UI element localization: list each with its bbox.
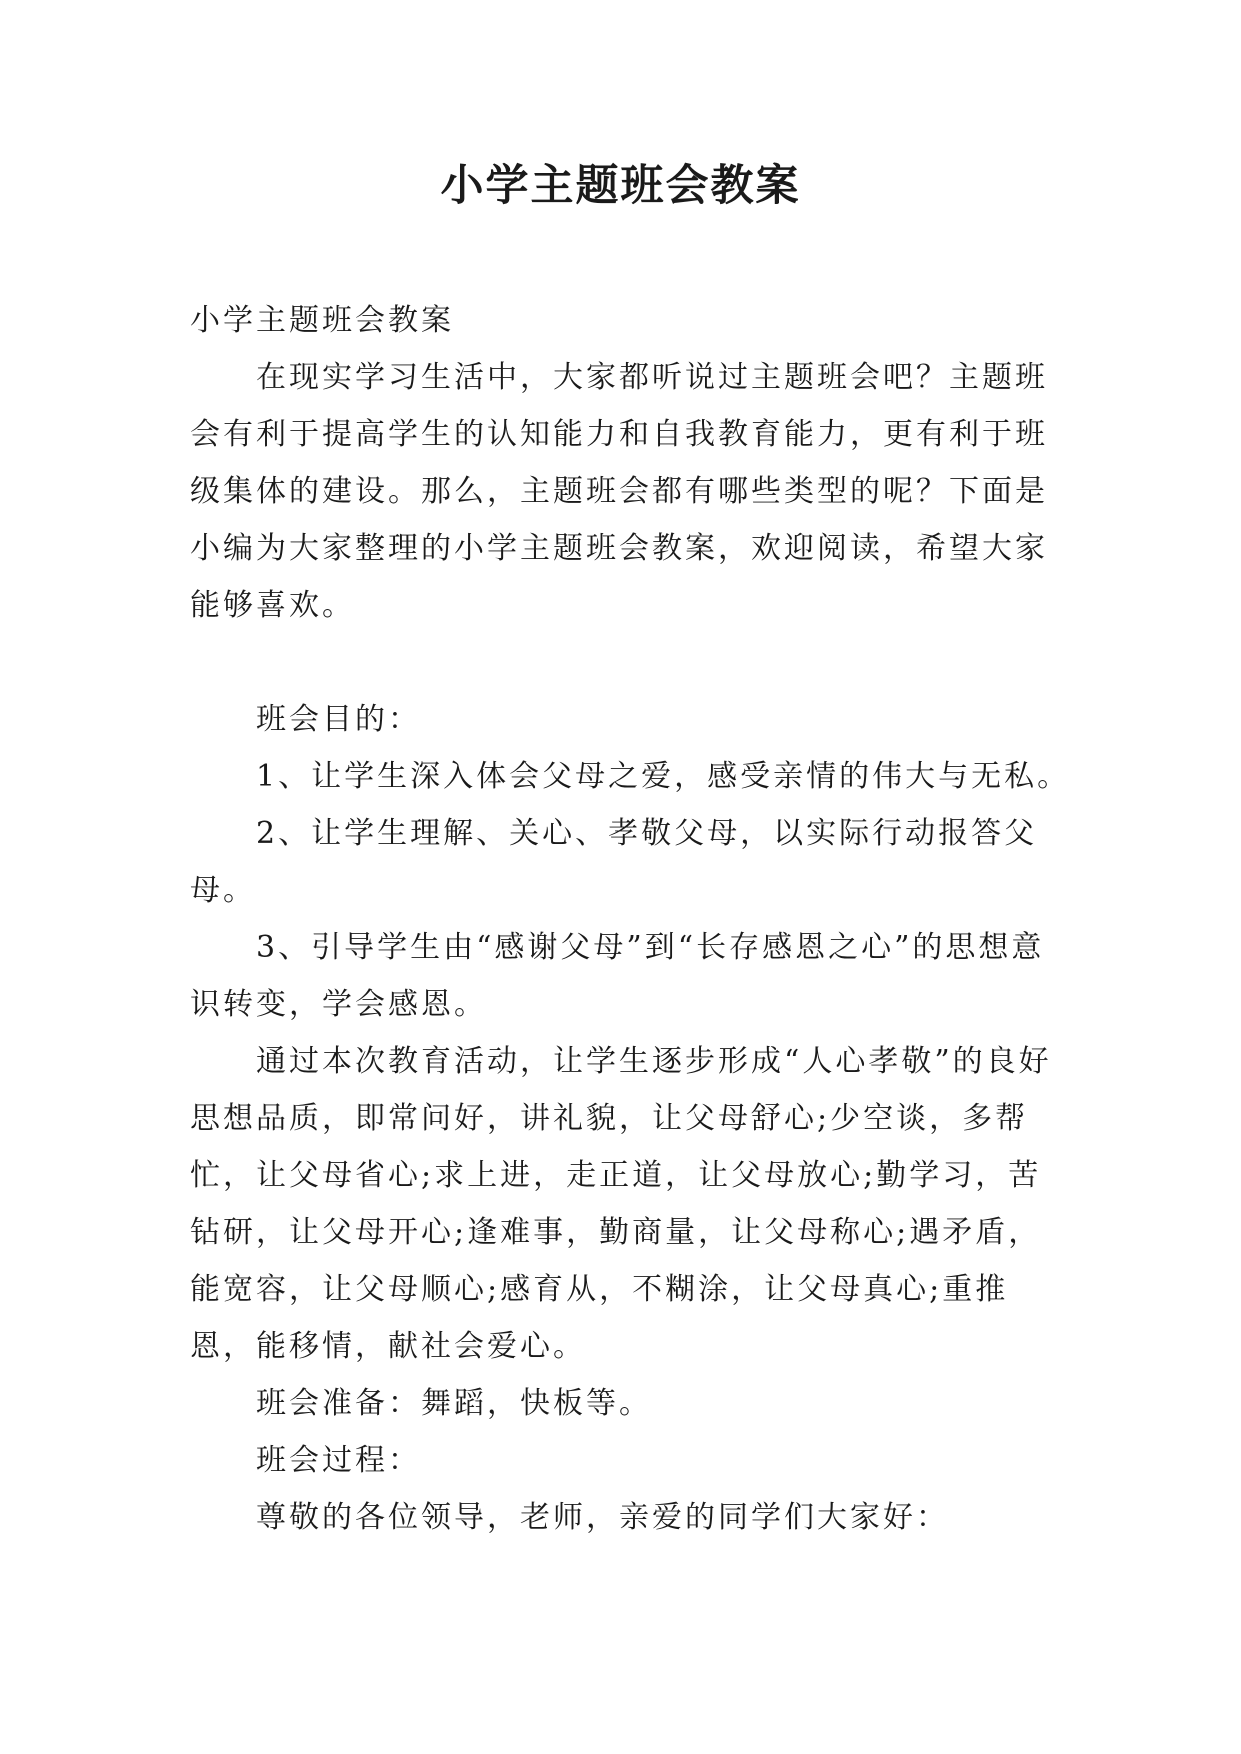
document-title: 小学主题班会教案	[440, 161, 801, 211]
goal-item-3: 3、引导学生由“感谢父母”到“长存感恩之心”的思想意识转变，学会感恩。	[190, 930, 1045, 1022]
paragraph-spacer	[190, 634, 1060, 691]
greeting-line: 尊敬的各位领导，老师，亲爱的同学们大家好：	[256, 1500, 949, 1535]
document-body	[190, 292, 1071, 1546]
goal-item-1: 1、让学生深入体会父母之爱，感受亲情的伟大与无私。	[256, 759, 1071, 794]
activity-paragraph: 通过本次教育活动，让学生逐步形成“人心孝敬”的良好思想品质，即常问好，讲礼貌，让父母舒心;少空谈，多帮忙，让父母省心;求上进，走正道，让父母放心;勤学习，苦钻研，让父母开心;逢难事，勤商量，让父母称心;遇矛盾，能宽容，让父母顺心;感育从，不糊涂，让父母真心;重推恩，能移情，献社会爱心。	[190, 1044, 1052, 1364]
document-subtitle: 小学主题班会教案	[190, 303, 454, 338]
goal-item-2: 2、让学生理解、关心、孝敬父母，以实际行动报答父母。	[190, 816, 1038, 908]
preparation-line: 班会准备：舞蹈，快板等。	[256, 1386, 652, 1421]
intro-paragraph: 在现实学习生活中，大家都听说过主题班会吧？主题班会有利于提高学生的认知能力和自我教育能力，更有利于班级集体的建设。那么，主题班会都有哪些类型的呢？下面是小编为大家整理的小学主题班会教案，欢迎阅读，希望大家能够喜欢。	[190, 360, 1048, 623]
process-heading: 班会过程：	[256, 1443, 421, 1478]
purpose-heading: 班会目的：	[256, 702, 421, 737]
